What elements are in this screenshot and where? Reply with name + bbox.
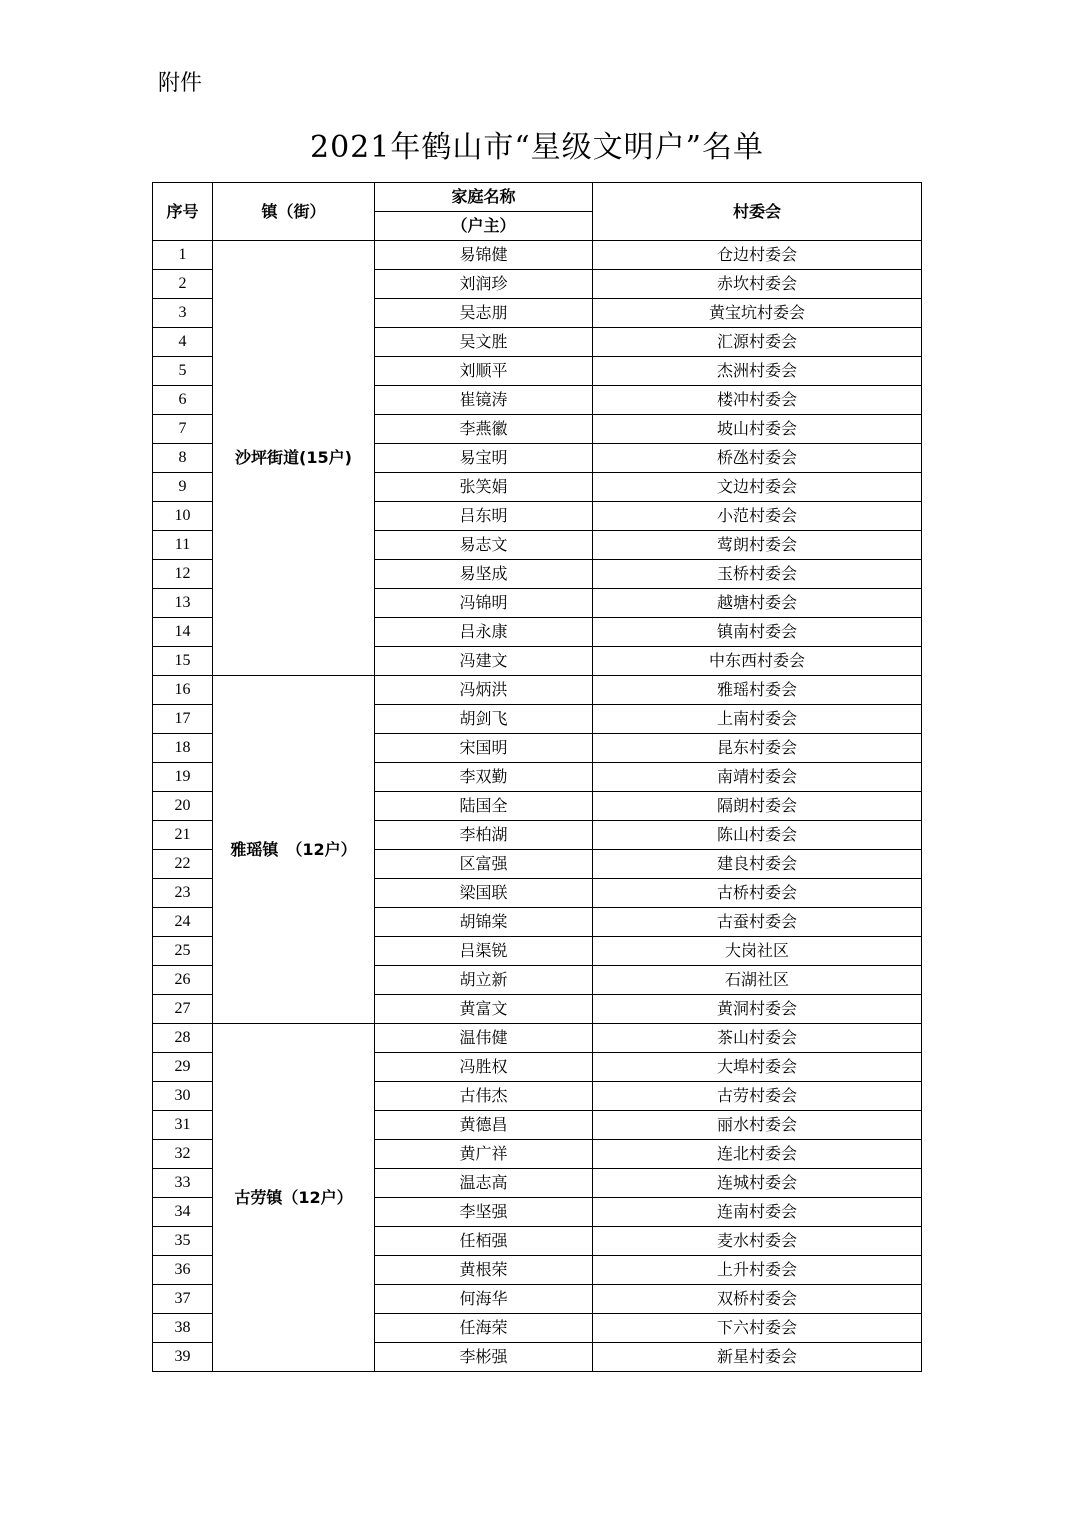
table-row — [153, 1024, 922, 1053]
household-head-name: 李双勤 — [375, 763, 593, 792]
page-title: 2021年鹤山市“星级文明户”名单 — [309, 130, 765, 165]
town-group-label: 雅瑶镇 （12户） — [213, 676, 375, 1024]
village-committee-name: 楼冲村委会 — [593, 386, 922, 415]
row-index: 25 — [153, 937, 213, 966]
village-committee-name: 黄洞村委会 — [593, 995, 922, 1024]
row-index: 4 — [153, 328, 213, 357]
row-index: 37 — [153, 1285, 213, 1314]
household-head-name: 易宝明 — [375, 444, 593, 473]
household-head-name: 任栢强 — [375, 1227, 593, 1256]
household-head-name: 黄德昌 — [375, 1111, 593, 1140]
village-committee-name: 仓边村委会 — [593, 241, 922, 270]
household-head-name: 易志文 — [375, 531, 593, 560]
household-head-name: 李柏湖 — [375, 821, 593, 850]
village-committee-name: 汇源村委会 — [593, 328, 922, 357]
row-index: 9 — [153, 473, 213, 502]
household-head-name: 胡剑飞 — [375, 705, 593, 734]
village-committee-name: 连北村委会 — [593, 1140, 922, 1169]
household-head-name: 李坚强 — [375, 1198, 593, 1227]
row-index: 23 — [153, 879, 213, 908]
household-head-name: 易坚成 — [375, 560, 593, 589]
row-index: 34 — [153, 1198, 213, 1227]
village-committee-name: 雅瑶村委会 — [593, 676, 922, 705]
village-committee-name: 陈山村委会 — [593, 821, 922, 850]
village-committee-name: 隔朗村委会 — [593, 792, 922, 821]
village-committee-name: 大埠村委会 — [593, 1053, 922, 1082]
household-head-name: 李燕徽 — [375, 415, 593, 444]
village-committee-name: 新星村委会 — [593, 1343, 922, 1372]
village-committee-name: 坡山村委会 — [593, 415, 922, 444]
household-head-name: 刘润珍 — [375, 270, 593, 299]
village-committee-name: 建良村委会 — [593, 850, 922, 879]
household-head-name: 何海华 — [375, 1285, 593, 1314]
row-index: 6 — [153, 386, 213, 415]
household-head-name: 胡立新 — [375, 966, 593, 995]
village-committee-name: 古蚕村委会 — [593, 908, 922, 937]
household-head-name: 任海荣 — [375, 1314, 593, 1343]
village-committee-name: 文边村委会 — [593, 473, 922, 502]
village-committee-name: 玉桥村委会 — [593, 560, 922, 589]
row-index: 38 — [153, 1314, 213, 1343]
row-index: 8 — [153, 444, 213, 473]
row-index: 27 — [153, 995, 213, 1024]
village-committee-name: 古桥村委会 — [593, 879, 922, 908]
household-head-name: 崔镜涛 — [375, 386, 593, 415]
village-committee-name: 大岗社区 — [593, 937, 922, 966]
row-index: 18 — [153, 734, 213, 763]
household-head-name: 吕渠锐 — [375, 937, 593, 966]
village-committee-name: 石湖社区 — [593, 966, 922, 995]
household-head-name: 冯胜权 — [375, 1053, 593, 1082]
village-committee-name: 赤坎村委会 — [593, 270, 922, 299]
household-head-name: 黄富文 — [375, 995, 593, 1024]
row-index: 2 — [153, 270, 213, 299]
household-head-name: 区富强 — [375, 850, 593, 879]
row-index: 31 — [153, 1111, 213, 1140]
row-index: 7 — [153, 415, 213, 444]
row-index: 22 — [153, 850, 213, 879]
row-index: 26 — [153, 966, 213, 995]
village-committee-name: 茶山村委会 — [593, 1024, 922, 1053]
village-committee-name: 丽水村委会 — [593, 1111, 922, 1140]
row-index: 20 — [153, 792, 213, 821]
table-body — [153, 241, 922, 1372]
row-index: 36 — [153, 1256, 213, 1285]
row-index: 13 — [153, 589, 213, 618]
village-committee-name: 小范村委会 — [593, 502, 922, 531]
household-head-name: 张笑娟 — [375, 473, 593, 502]
household-head-name: 刘顺平 — [375, 357, 593, 386]
column-header-village: 村委会 — [593, 183, 922, 241]
household-head-name: 李彬强 — [375, 1343, 593, 1372]
village-committee-name: 黄宝坑村委会 — [593, 299, 922, 328]
village-committee-name: 桥氹村委会 — [593, 444, 922, 473]
household-head-name: 黄广祥 — [375, 1140, 593, 1169]
column-header-town: 镇（街） — [213, 183, 375, 241]
village-committee-name: 连城村委会 — [593, 1169, 922, 1198]
table-row — [153, 241, 922, 270]
table-row — [153, 676, 922, 705]
household-head-name: 吕东明 — [375, 502, 593, 531]
village-committee-name: 上升村委会 — [593, 1256, 922, 1285]
village-committee-name: 麦水村委会 — [593, 1227, 922, 1256]
row-index: 24 — [153, 908, 213, 937]
household-head-name: 宋国明 — [375, 734, 593, 763]
column-header-family-name: 家庭名称 — [375, 183, 593, 212]
column-header-household-head: （户主） — [375, 212, 593, 241]
row-index: 15 — [153, 647, 213, 676]
row-index: 12 — [153, 560, 213, 589]
household-head-name: 温志高 — [375, 1169, 593, 1198]
column-header-index: 序号 — [153, 183, 213, 241]
row-index: 30 — [153, 1082, 213, 1111]
town-group-label: 古劳镇（12户） — [213, 1024, 375, 1372]
household-head-name: 吴文胜 — [375, 328, 593, 357]
village-committee-name: 上南村委会 — [593, 705, 922, 734]
row-index: 5 — [153, 357, 213, 386]
household-head-name: 胡锦棠 — [375, 908, 593, 937]
village-committee-name: 昆东村委会 — [593, 734, 922, 763]
village-committee-name: 杰洲村委会 — [593, 357, 922, 386]
village-committee-name: 南靖村委会 — [593, 763, 922, 792]
household-head-name: 吕永康 — [375, 618, 593, 647]
row-index: 11 — [153, 531, 213, 560]
village-committee-name: 镇南村委会 — [593, 618, 922, 647]
village-committee-name: 古劳村委会 — [593, 1082, 922, 1111]
attachment-label: 附件 — [158, 71, 203, 96]
row-index: 28 — [153, 1024, 213, 1053]
village-committee-name: 双桥村委会 — [593, 1285, 922, 1314]
row-index: 33 — [153, 1169, 213, 1198]
row-index: 17 — [153, 705, 213, 734]
households-table — [152, 182, 922, 1372]
household-head-name: 冯建文 — [375, 647, 593, 676]
row-index: 1 — [153, 241, 213, 270]
household-head-name: 陆国全 — [375, 792, 593, 821]
row-index: 29 — [153, 1053, 213, 1082]
row-index: 32 — [153, 1140, 213, 1169]
household-head-name: 黄根荣 — [375, 1256, 593, 1285]
village-committee-name: 中东西村委会 — [593, 647, 922, 676]
row-index: 10 — [153, 502, 213, 531]
household-head-name: 吴志朋 — [375, 299, 593, 328]
row-index: 21 — [153, 821, 213, 850]
row-index: 3 — [153, 299, 213, 328]
village-committee-name: 越塘村委会 — [593, 589, 922, 618]
row-index: 39 — [153, 1343, 213, 1372]
household-head-name: 冯炳洪 — [375, 676, 593, 705]
household-head-name: 温伟健 — [375, 1024, 593, 1053]
village-committee-name: 下六村委会 — [593, 1314, 922, 1343]
row-index: 35 — [153, 1227, 213, 1256]
row-index: 16 — [153, 676, 213, 705]
household-head-name: 古伟杰 — [375, 1082, 593, 1111]
village-committee-name: 连南村委会 — [593, 1198, 922, 1227]
row-index: 19 — [153, 763, 213, 792]
town-group-label: 沙坪街道(15户) — [213, 241, 375, 676]
household-head-name: 梁国联 — [375, 879, 593, 908]
row-index: 14 — [153, 618, 213, 647]
village-committee-name: 莺朗村委会 — [593, 531, 922, 560]
household-head-name: 冯锦明 — [375, 589, 593, 618]
household-head-name: 易锦健 — [375, 241, 593, 270]
